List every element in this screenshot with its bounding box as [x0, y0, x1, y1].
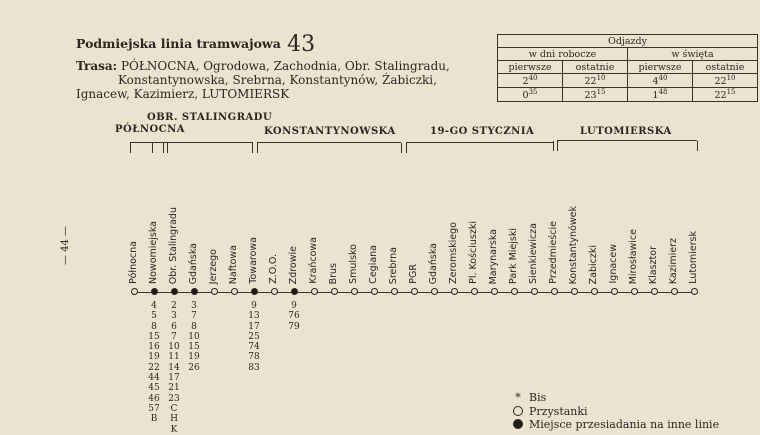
stop-marker — [211, 288, 218, 295]
station-name: Północna — [128, 241, 139, 284]
transfer-line-number: 10 — [168, 342, 180, 353]
station — [268, 214, 282, 284]
transfer-line-number: K — [170, 424, 178, 435]
stop-marker — [611, 288, 618, 295]
departure-time — [693, 74, 758, 88]
station-name: Żeromskiego — [448, 222, 459, 284]
station-name: Lutomiersk — [688, 231, 699, 284]
station-name: Jerzego — [208, 248, 219, 284]
station-name: Obr. Stalingradu — [168, 206, 179, 284]
section-tick — [557, 141, 558, 151]
section-19-go-stycznia: 19-GO STYCZNIA — [430, 126, 535, 137]
transfer-stop-marker — [171, 288, 178, 295]
station — [548, 214, 562, 284]
departure-hour: 23 — [584, 90, 597, 102]
station-name: Marynarska — [488, 228, 499, 284]
section-tick — [167, 143, 168, 153]
transfer-line-number: 9 — [291, 301, 297, 311]
transfer-line-number: 4 — [151, 301, 157, 311]
transfer-line-number: 23 — [168, 393, 180, 404]
transfer-line-number: B — [150, 414, 158, 425]
legend-stop — [513, 405, 588, 418]
transfer-stop-marker — [251, 288, 258, 295]
line-title-text: Podmiejska linia tramwajowa — [76, 36, 281, 51]
transfer-line-list — [166, 301, 182, 435]
route-line-1: PÓŁNOCNA, Ogrodowa, Zachodnia, Obr. Stalingradu, — [120, 59, 450, 73]
stop-marker — [591, 288, 598, 295]
route-description — [76, 59, 450, 101]
station — [288, 214, 302, 284]
transfer-line-number: 9 — [251, 301, 257, 311]
station — [188, 214, 202, 284]
departure-minute: 40 — [658, 74, 668, 82]
transfer-line-number: 26 — [188, 362, 200, 373]
station-name: Przedmieście — [548, 221, 559, 284]
station — [648, 214, 662, 284]
stop-marker — [371, 288, 378, 295]
section-tick — [406, 143, 407, 153]
station-name: Sienkiewicza — [528, 223, 539, 284]
transfer-line-number: 8 — [151, 321, 157, 332]
transfer-line-number: 74 — [248, 342, 260, 353]
station — [468, 214, 482, 284]
section-tick — [553, 141, 554, 151]
departure-hour: 2 — [522, 76, 529, 88]
station — [308, 214, 322, 284]
transfer-line-number: 3 — [191, 301, 197, 311]
station — [688, 214, 702, 284]
station-name: Zdrowie — [288, 245, 299, 284]
station — [248, 214, 262, 284]
departure-row — [498, 74, 758, 88]
station — [668, 214, 682, 284]
station-name: Klasztor — [648, 245, 659, 284]
transfer-line-number: 11 — [168, 352, 180, 363]
departure-time — [563, 88, 628, 102]
transfer-line-number: 8 — [191, 321, 197, 332]
section-tick — [401, 143, 402, 153]
route-line-2: Konstantynowska, Srebrna, Konstantynów, Żabiczki, — [118, 73, 437, 87]
section-obr-stalingradu: OBR. STALINGRADU — [147, 112, 273, 123]
legend-stop-text: Przystanki — [529, 405, 588, 418]
stop-marker — [271, 288, 278, 295]
transfer-line-number: 22 — [148, 362, 160, 373]
transfer-line-number: C — [170, 403, 178, 414]
route-line-3: Ignacew, Kazimierz, LUTOMIERSK — [76, 87, 290, 101]
legend-transfer-text: Miejsce przesiadania na inne linie — [529, 418, 720, 431]
station-name: Mirosławice — [628, 228, 639, 284]
stop-marker — [451, 288, 458, 295]
departure-time — [628, 88, 693, 102]
transfer-line-number: 14 — [168, 362, 180, 373]
station-name: Park Miejski — [508, 228, 519, 284]
station — [168, 206, 182, 284]
transfer-line-list — [186, 301, 202, 373]
stop-marker — [491, 288, 498, 295]
station-name: Ignacew — [608, 244, 619, 284]
legend-bis — [513, 391, 546, 404]
station — [508, 214, 522, 284]
transfer-line-number: 7 — [191, 311, 197, 322]
weekdays-header: w dni robocze — [498, 48, 628, 61]
stop-marker-icon — [513, 406, 523, 416]
transfer-line-number: 45 — [148, 383, 160, 394]
transfer-line-number: 76 — [288, 311, 300, 322]
departure-time — [628, 74, 693, 88]
station-name: Brus — [328, 262, 339, 284]
section-bracket-konstantynowska — [257, 142, 401, 143]
departures-header: Odjazdy — [498, 35, 758, 48]
station — [488, 214, 502, 284]
transfer-line-number: 57 — [148, 403, 160, 414]
stop-marker — [331, 288, 338, 295]
station-name: Żabiczki — [588, 244, 599, 284]
section-lutomierska: LUTOMIERSKA — [580, 126, 672, 137]
departure-minute: 15 — [726, 88, 736, 97]
stop-marker — [631, 288, 638, 295]
station — [628, 214, 642, 284]
departure-minute: 40 — [528, 74, 538, 82]
stop-marker — [691, 288, 698, 295]
stop-marker — [551, 288, 558, 295]
section-tick — [697, 141, 698, 151]
transfer-line-number: 83 — [248, 362, 260, 373]
station-name: Krańcowa — [308, 237, 319, 284]
departure-hour: 1 — [652, 90, 659, 102]
departure-hour: 0 — [522, 90, 529, 102]
stop-marker — [511, 288, 518, 295]
transfer-line-number: 6 — [171, 321, 177, 332]
legend-transfer — [513, 418, 719, 431]
section-tick — [152, 143, 153, 153]
page-number: — 44 — — [60, 226, 71, 266]
transfer-line-number: 44 — [148, 373, 160, 384]
departure-minute: 15 — [596, 88, 606, 97]
station-name: Gdańska — [188, 242, 199, 284]
transfer-line-number: 10 — [188, 331, 200, 342]
station — [128, 214, 142, 284]
section-tick — [130, 143, 131, 153]
station — [448, 214, 462, 284]
stop-marker — [311, 288, 318, 295]
weekdays-last-header: ostatnie — [563, 61, 628, 74]
station — [568, 205, 582, 284]
section-bracket-lutomierska — [557, 140, 697, 141]
stop-marker — [571, 288, 578, 295]
station-name: Cegiana — [368, 245, 379, 284]
departure-minute: 10 — [596, 74, 606, 82]
transfer-line-number: 19 — [188, 352, 200, 363]
departure-minute: 10 — [726, 74, 736, 82]
station — [408, 214, 422, 284]
station — [328, 214, 342, 284]
transfer-line-number: 7 — [171, 331, 177, 342]
holidays-header: w święta — [628, 48, 758, 61]
section-tick — [163, 143, 164, 153]
station-name: Kazimierz — [668, 237, 679, 284]
transfer-line-number: 5 — [151, 311, 157, 322]
stop-marker — [351, 288, 358, 295]
transfer-line-number: 16 — [148, 342, 160, 353]
line-title — [76, 32, 315, 57]
transfer-stop-marker — [291, 288, 298, 295]
line-number: 43 — [287, 32, 316, 57]
transfer-line-number: 19 — [148, 352, 160, 363]
stop-marker — [531, 288, 538, 295]
transfer-line-number: 15 — [188, 342, 200, 353]
legend-bis-text: Bis — [529, 391, 547, 404]
stop-marker — [391, 288, 398, 295]
transfer-line-number: 46 — [148, 393, 160, 404]
station-name: Smulsko — [348, 244, 359, 284]
stop-marker — [411, 288, 418, 295]
section-bracket-stycznia — [406, 142, 553, 143]
station — [428, 214, 442, 284]
station — [608, 214, 622, 284]
transfer-line-number: 2 — [171, 301, 177, 311]
departure-minute: 48 — [658, 88, 668, 97]
stop-marker — [471, 288, 478, 295]
section-polnocna: PÓŁNOCNA — [115, 124, 186, 135]
transfer-line-list — [146, 301, 162, 425]
section-tick — [257, 143, 258, 153]
stop-marker — [671, 288, 678, 295]
station-name: Nowomiejska — [148, 221, 159, 284]
holidays-first-header: pierwsze — [628, 61, 693, 74]
station — [348, 214, 362, 284]
transfer-stop-marker — [191, 288, 198, 295]
transfer-line-number: 15 — [148, 331, 160, 342]
stop-marker — [431, 288, 438, 295]
transfer-line-number: 17 — [168, 373, 180, 384]
station — [388, 214, 402, 284]
section-konstantynowska: KONSTANTYNOWSKA — [264, 126, 396, 137]
transfer-line-list — [286, 301, 302, 332]
station — [368, 214, 382, 284]
transfer-line-number: H — [170, 414, 178, 425]
station-name: Z.O.O. — [268, 254, 279, 284]
bis-symbol: * — [515, 391, 521, 404]
transfer-line-number: 78 — [248, 352, 260, 363]
section-tick — [252, 143, 253, 153]
transfer-line-number: 79 — [288, 321, 300, 332]
stop-marker — [131, 288, 138, 295]
transfer-marker-icon — [513, 419, 523, 429]
station — [208, 214, 222, 284]
stop-marker — [231, 288, 238, 295]
weekdays-first-header: pierwsze — [498, 61, 563, 74]
departure-minute: 35 — [528, 88, 538, 97]
station-name: Pl. Kościuszki — [468, 221, 479, 284]
station-name: Srebrna — [388, 246, 399, 284]
transfer-line-number: 25 — [248, 331, 260, 342]
transfer-line-number: 21 — [168, 383, 180, 394]
transfer-stop-marker — [151, 288, 158, 295]
station — [228, 214, 242, 284]
station-name: Konstantynówek — [568, 205, 579, 284]
route-label: Trasa: — [76, 59, 118, 73]
departure-time — [563, 74, 628, 88]
departure-hour: 22 — [714, 76, 727, 88]
transfer-line-list — [246, 301, 262, 373]
transfer-line-number: 13 — [248, 311, 260, 322]
station — [528, 214, 542, 284]
section-bracket-polnocna — [130, 142, 253, 143]
station-name: Towarowa — [248, 237, 259, 284]
transfer-line-number: 17 — [248, 321, 260, 332]
station — [588, 214, 602, 284]
departure-table — [497, 34, 758, 102]
station-name: Naftowa — [228, 244, 239, 284]
station-name: PGR — [408, 264, 419, 284]
departure-time — [498, 74, 563, 88]
stop-marker — [651, 288, 658, 295]
station — [148, 214, 162, 284]
departure-hour: 22 — [584, 76, 597, 88]
departure-hour: 22 — [714, 90, 727, 102]
station-name: Gdańska — [428, 242, 439, 284]
transfer-line-number: 3 — [171, 311, 177, 322]
departure-time — [693, 88, 758, 102]
departure-hour: 4 — [652, 76, 659, 88]
departure-row — [498, 88, 758, 102]
departure-time — [498, 88, 563, 102]
holidays-last-header: ostatnie — [693, 61, 758, 74]
